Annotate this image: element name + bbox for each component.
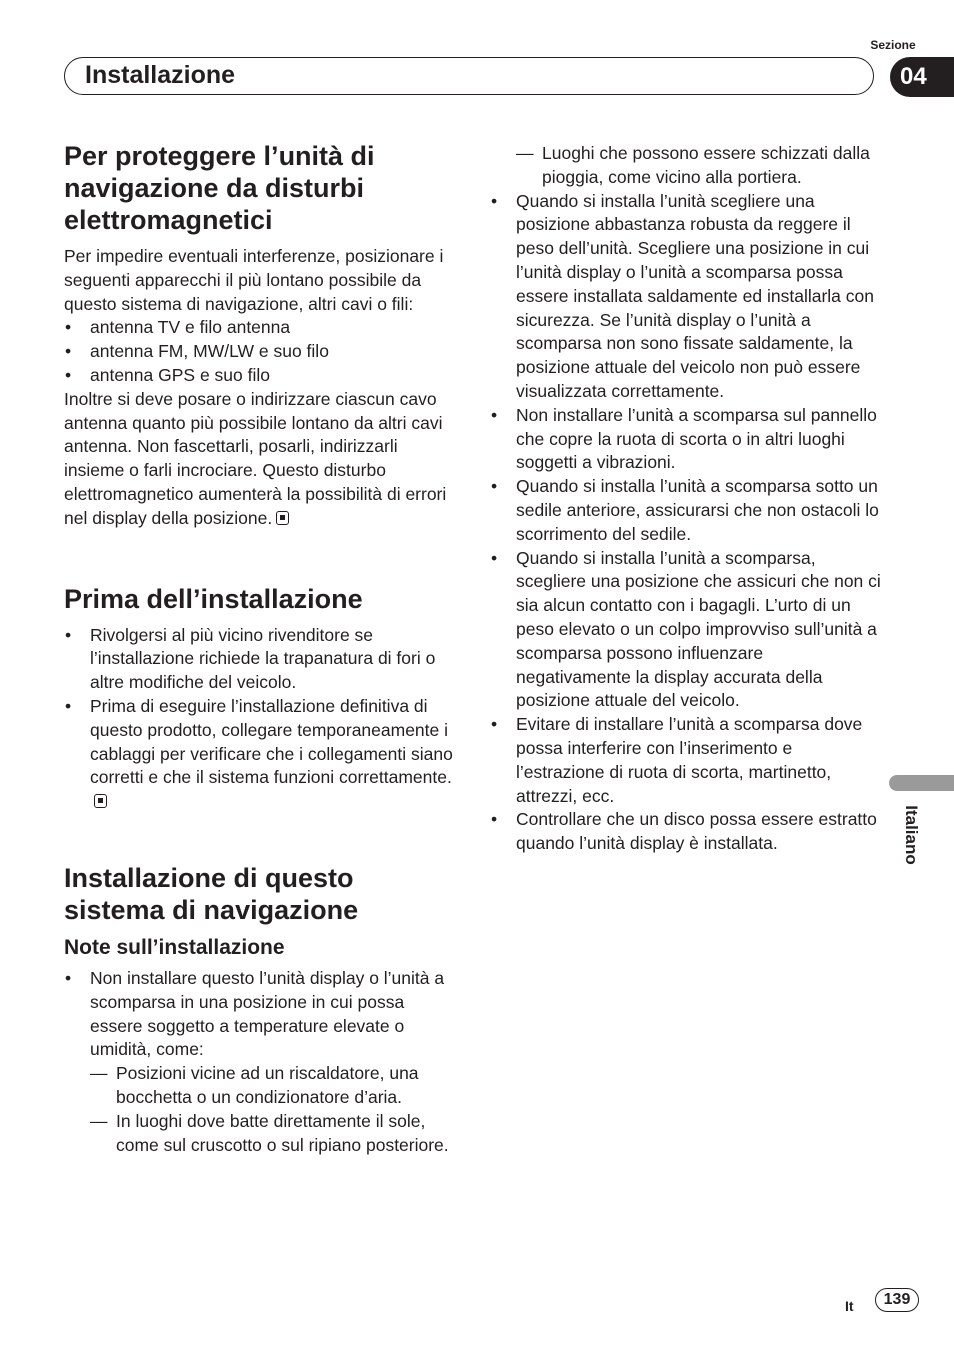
list-item: • Quando si installa l’unità scegliere una posizione abbastanza robusta da reggere il peso dell’unità. Scegliere una posizione in cui l’unità display o l’unità a scomparsa possa essere installata saldamente ed installarla con sicurezza. Se l’unità display o l’unità a scomparsa non sono fissate saldamente, la posizione attuale del veicolo non può essere visualizzata correttamente. — [490, 190, 882, 404]
section1-outro-text: Inoltre si deve posare o indirizzare ciascun cavo antenna quanto più possibile lontano da altri cavi antenna. Non fascettarli, posarli, indirizzarli insieme o farli incrociare. Questo disturbo elettromagnetico aumenterà la possibilità di errori nel display della posizione. — [64, 388, 447, 528]
section1-outro — [64, 388, 456, 531]
list-item: • Evitare di installare l’unità a scomparsa dove possa interferire con l’inserimento e l’estrazione di ruota di scorta, martinetto, attrezzi, ecc. — [490, 713, 882, 808]
language-code: It — [845, 1298, 854, 1314]
section-title: Installazione — [85, 61, 236, 89]
list-item: • Quando si installa l’unità a scomparsa sotto un sedile anteriore, assicurarsi che non ostacoli lo scorrimento del sedile. — [490, 475, 882, 546]
list-item — [64, 695, 456, 814]
section1-list — [64, 316, 456, 387]
sub-list-item: — Luoghi che possono essere schizzati dalla pioggia, come vicino alla portiera. — [516, 142, 882, 190]
list-item: • Quando si installa l’unità a scomparsa, scegliere una posizione che assicuri che non ci sia alcun contatto con i bagagli. L’urto di un peso elevato o un colpo improvviso sull’unità a scomparsa possono influenzare negativamente la display accurata della posizione attuale del veicolo. — [490, 547, 882, 714]
section1-intro: Per impedire eventuali interferenze, posizionare i seguenti apparecchi il più lontano possibile da questo sistema di navigazione, altri cavi o fili: — [64, 246, 444, 314]
section1-heading: Per proteggere l’unità di navigazione da disturbi elettromagnetici — [64, 141, 375, 235]
language-tab — [889, 775, 954, 791]
sezione-label: Sezione — [870, 38, 916, 52]
sub-list-item: — In luoghi dove batte direttamente il sole, come sul cruscotto o sul ripiano posteriore. — [90, 1110, 456, 1158]
section2-list — [64, 624, 456, 814]
sub-list-continued — [516, 142, 882, 190]
sub-list-item: — Posizioni vicine ad un riscaldatore, una bocchetta o un condizionatore d’aria. — [90, 1062, 456, 1110]
list-item: • Rivolgersi al più vicino rivenditore se l’installazione richiede la trapanatura di fori o altre modifiche del veicolo. — [64, 624, 456, 695]
left-column — [64, 140, 456, 1157]
section3-subheading: Note sull’installazione — [64, 935, 285, 959]
section-header — [64, 57, 874, 95]
list-item-text: Non installare questo l’unità display o l’unità a scomparsa in una posizione in cui possa essere soggetto a temperature elevate o umidità, come: — [90, 967, 445, 1060]
list-item: • antenna FM, MW/LW e suo filo — [64, 340, 456, 364]
list-item: • Controllare che un disco possa essere estratto quando l’unità display è installata. — [490, 808, 882, 856]
list-item: • Non installare l’unità a scomparsa sul pannello che copre la ruota di scorta o in altri luoghi soggetti a vibrazioni. — [490, 404, 882, 475]
section2-heading: Prima dell’installazione — [64, 583, 363, 614]
end-of-section-icon — [276, 511, 289, 525]
list-item — [64, 967, 456, 1157]
section3-list-left — [64, 967, 456, 1157]
section3-list-right — [490, 190, 882, 856]
page-number: 139 — [875, 1288, 919, 1312]
list-item: • antenna TV e filo antenna — [64, 316, 456, 340]
section3-heading: Installazione di questo sistema di navigazione — [64, 862, 359, 925]
list-item-text: Prima di eseguire l’installazione definitiva di questo prodotto, collegare temporaneamente i cablaggi per verificare che i collegamenti siano corretti e che il sistema funzioni correttamente. — [90, 695, 453, 788]
sub-list — [90, 1062, 456, 1157]
end-of-section-icon — [94, 794, 107, 808]
right-column — [490, 142, 882, 856]
section-number-badge: 04 — [890, 57, 954, 97]
list-item: • antenna GPS e suo filo — [64, 364, 456, 388]
